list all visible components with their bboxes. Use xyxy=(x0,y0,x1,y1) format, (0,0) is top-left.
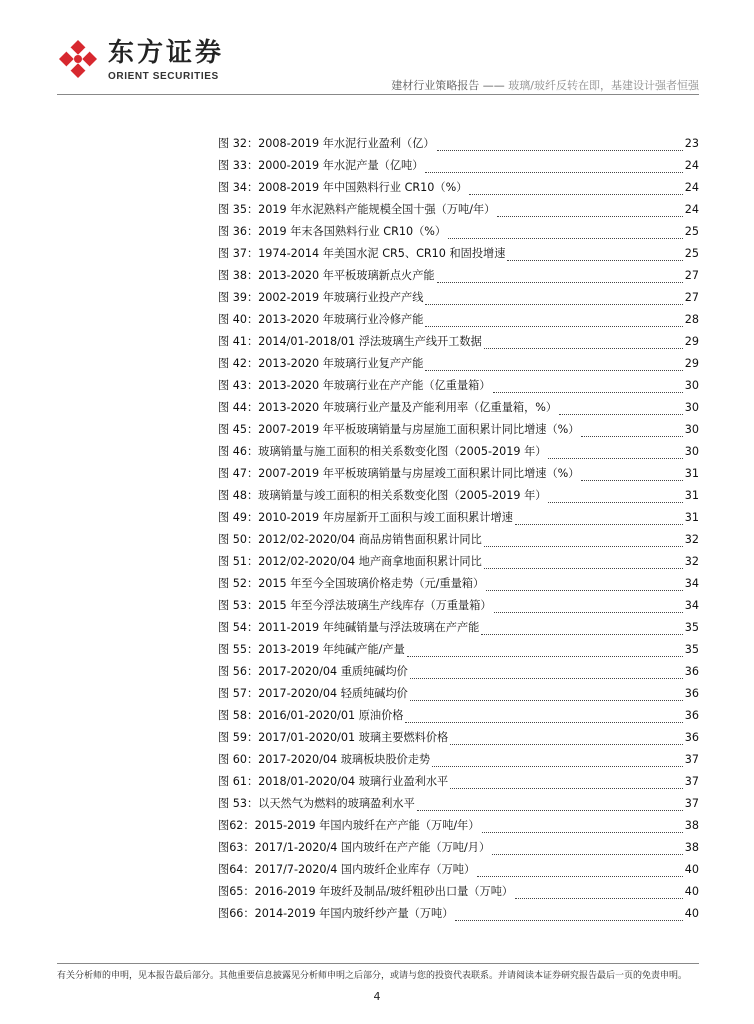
toc-entry[interactable] xyxy=(218,155,699,177)
toc-entry-page: 40 xyxy=(684,907,699,920)
logo-english-name: ORIENT SECURITIES xyxy=(108,71,219,82)
footer-disclaimer: 有关分析师的申明，见本报告最后部分。其他重要信息披露见分析师申明之后部分，或请与您的投资代表联系。并请阅读本证券研究报告最后一页的免责申明。 xyxy=(57,971,688,981)
toc-leader-dots xyxy=(515,889,683,899)
toc-entry-page: 24 xyxy=(684,203,699,216)
toc-entry-page: 30 xyxy=(684,379,699,392)
toc-entry[interactable] xyxy=(218,265,699,287)
toc-entry[interactable] xyxy=(218,507,699,529)
toc-entry-page: 24 xyxy=(684,181,699,194)
toc-entry[interactable] xyxy=(218,419,699,441)
toc-entry-label: 图 39：2002-2019 年玻璃行业投产产线 xyxy=(218,291,424,304)
toc-entry-page: 30 xyxy=(684,423,699,436)
toc-leader-dots xyxy=(484,537,683,547)
toc-entry[interactable] xyxy=(218,243,699,265)
toc-entry-label: 图 60：2017-2020/04 玻璃板块股价走势 xyxy=(218,753,431,766)
toc-entry[interactable] xyxy=(218,859,699,881)
toc-entry-page: 28 xyxy=(684,313,699,326)
toc-entry-label: 图63：2017/1-2020/4 国内玻纤在产产能（万吨/月） xyxy=(218,841,491,854)
toc-leader-dots xyxy=(455,911,682,921)
toc-entry-label: 图 57：2017-2020/04 轻质纯碱均价 xyxy=(218,687,408,700)
toc-entry-label: 图 40：2013-2020 年玻璃行业冷修产能 xyxy=(218,313,424,326)
toc-entry-page: 38 xyxy=(684,841,699,854)
toc-entry-label: 图62：2015-2019 年国内玻纤在产产能（万吨/年） xyxy=(218,819,480,832)
toc-entry[interactable] xyxy=(218,573,699,595)
report-title xyxy=(391,77,699,93)
report-title-main: 建材行业策略报告 xyxy=(391,79,480,92)
toc-entry[interactable] xyxy=(218,881,699,903)
toc-leader-dots xyxy=(410,691,683,701)
toc-entry[interactable] xyxy=(218,727,699,749)
toc-leader-dots xyxy=(448,229,683,239)
toc-entry[interactable] xyxy=(218,771,699,793)
toc-entry[interactable] xyxy=(218,397,699,419)
toc-leader-dots xyxy=(484,559,683,569)
page-number: 4 xyxy=(373,990,381,1003)
toc-entry-label: 图 58：2016/01-2020/01 原油价格 xyxy=(218,709,404,722)
toc-leader-dots xyxy=(559,405,683,415)
toc-leader-dots xyxy=(437,273,683,283)
toc-entry-label: 图 55：2013-2019 年纯碱产能/产量 xyxy=(218,643,405,656)
figure-list xyxy=(218,133,699,925)
toc-leader-dots xyxy=(507,251,682,261)
toc-leader-dots xyxy=(548,449,682,459)
toc-leader-dots xyxy=(484,339,683,349)
toc-entry[interactable] xyxy=(218,837,699,859)
toc-leader-dots xyxy=(410,669,683,679)
toc-leader-dots xyxy=(497,207,682,217)
toc-entry-label: 图65：2016-2019 年玻纤及制品/玻纤粗砂出口量（万吨） xyxy=(218,885,514,898)
toc-leader-dots xyxy=(450,779,683,789)
toc-leader-dots xyxy=(486,581,683,591)
toc-entry-page: 40 xyxy=(684,885,699,898)
toc-entry-label: 图 51：2012/02-2020/04 地产商拿地面积累计同比 xyxy=(218,555,482,568)
toc-entry[interactable] xyxy=(218,815,699,837)
toc-leader-dots xyxy=(425,317,682,327)
toc-entry-page: 34 xyxy=(684,577,699,590)
toc-entry-page: 27 xyxy=(684,269,699,282)
toc-entry-page: 37 xyxy=(684,775,699,788)
toc-entry-label: 图 49：2010-2019 年房屋新开工面积与竣工面积累计增速 xyxy=(218,511,513,524)
toc-entry-label: 图 53：2015 年至今浮法玻璃生产线库存（万重量箱） xyxy=(218,599,492,612)
toc-entry-label: 图 32：2008-2019 年水泥行业盈利（亿） xyxy=(218,137,435,150)
toc-leader-dots xyxy=(425,361,682,371)
toc-entry-page: 32 xyxy=(684,533,699,546)
toc-entry-label: 图 48：玻璃销量与竣工面积的相关系数变化图（2005-2019 年） xyxy=(218,489,547,502)
toc-entry-page: 34 xyxy=(684,599,699,612)
toc-entry-page: 31 xyxy=(684,489,699,502)
toc-entry-label: 图 45：2007-2019 年平板玻璃销量与房屋施工面积累计同比增速（%） xyxy=(218,423,580,436)
toc-entry-page: 24 xyxy=(684,159,699,172)
toc-leader-dots xyxy=(581,427,682,437)
toc-entry[interactable] xyxy=(218,133,699,155)
toc-leader-dots xyxy=(425,295,682,305)
toc-entry-label: 图 34：2008-2019 年中国熟料行业 CR10（%） xyxy=(218,181,468,194)
toc-leader-dots xyxy=(450,735,683,745)
toc-entry-page: 31 xyxy=(684,511,699,524)
toc-entry-label: 图 59：2017/01-2020/01 玻璃主要燃料价格 xyxy=(218,731,449,744)
toc-entry-page: 29 xyxy=(684,357,699,370)
toc-entry[interactable] xyxy=(218,463,699,485)
toc-entry-label: 图66：2014-2019 年国内玻纤纱产量（万吨） xyxy=(218,907,454,920)
toc-entry-label: 图 42：2013-2020 年玻璃行业复产产能 xyxy=(218,357,424,370)
toc-leader-dots xyxy=(482,823,683,833)
toc-entry-page: 30 xyxy=(684,445,699,458)
toc-leader-dots xyxy=(493,383,683,393)
toc-entry-page: 27 xyxy=(684,291,699,304)
toc-entry-page: 36 xyxy=(684,709,699,722)
toc-entry-label: 图 46：玻璃销量与施工面积的相关系数变化图（2005-2019 年） xyxy=(218,445,547,458)
toc-entry[interactable] xyxy=(218,353,699,375)
toc-entry-label: 图 43：2013-2020 年玻璃行业在产产能（亿重量箱） xyxy=(218,379,491,392)
toc-entry[interactable] xyxy=(218,177,699,199)
toc-entry-page: 37 xyxy=(684,753,699,766)
toc-entry[interactable] xyxy=(218,551,699,573)
toc-leader-dots xyxy=(515,515,683,525)
toc-leader-dots xyxy=(469,185,682,195)
toc-leader-dots xyxy=(405,713,682,723)
toc-entry-page: 38 xyxy=(684,819,699,832)
toc-entry[interactable] xyxy=(218,309,699,331)
orient-securities-logo-icon xyxy=(57,38,99,80)
toc-entry-label: 图64：2017/7-2020/4 国内玻纤企业库存（万吨） xyxy=(218,863,476,876)
toc-entry-label: 图 50：2012/02-2020/04 商品房销售面积累计同比 xyxy=(218,533,482,546)
toc-entry[interactable] xyxy=(218,617,699,639)
page-header xyxy=(0,0,754,100)
toc-entry-page: 36 xyxy=(684,731,699,744)
header-divider xyxy=(57,94,699,95)
toc-entry-label: 图 56：2017-2020/04 重质纯碱均价 xyxy=(218,665,408,678)
report-subtitle: 玻璃/玻纤反转在即，基建设计强者恒强 xyxy=(508,79,699,92)
toc-entry-label: 图 44：2013-2020 年玻璃行业产量及产能利用率（亿重量箱，%） xyxy=(218,401,558,414)
toc-entry[interactable] xyxy=(218,683,699,705)
toc-leader-dots xyxy=(481,625,682,635)
toc-entry-label: 图 54：2011-2019 年纯碱销量与浮法玻璃在产产能 xyxy=(218,621,480,634)
toc-entry[interactable] xyxy=(218,375,699,397)
toc-entry-label: 图 37：1974-2014 年美国水泥 CR5、CR10 和固投增速 xyxy=(218,247,506,260)
toc-entry[interactable] xyxy=(218,749,699,771)
toc-entry-page: 35 xyxy=(684,621,699,634)
toc-entry[interactable] xyxy=(218,441,699,463)
toc-entry-page: 29 xyxy=(684,335,699,348)
toc-leader-dots xyxy=(417,801,683,811)
toc-entry-page: 36 xyxy=(684,687,699,700)
toc-entry-page: 25 xyxy=(684,225,699,238)
toc-entry-label: 图 36：2019 年末各国熟料行业 CR10（%） xyxy=(218,225,447,238)
toc-entry[interactable] xyxy=(218,705,699,727)
toc-entry[interactable] xyxy=(218,199,699,221)
toc-leader-dots xyxy=(432,757,683,767)
report-title-separator: —— xyxy=(482,79,505,92)
toc-entry-page: 36 xyxy=(684,665,699,678)
toc-entry[interactable] xyxy=(218,331,699,353)
toc-entry-page: 32 xyxy=(684,555,699,568)
toc-entry[interactable] xyxy=(218,661,699,683)
toc-entry-page: 25 xyxy=(684,247,699,260)
toc-entry-label: 图 35：2019 年水泥熟料产能规模全国十强（万吨/年） xyxy=(218,203,496,216)
toc-leader-dots xyxy=(477,867,683,877)
toc-leader-dots xyxy=(581,471,682,481)
toc-entry[interactable] xyxy=(218,903,699,925)
toc-leader-dots xyxy=(548,493,682,503)
toc-entry-label: 图 47：2007-2019 年平板玻璃销量与房屋竣工面积累计同比增速（%） xyxy=(218,467,580,480)
toc-entry-label: 图 53：以天然气为燃料的玻璃盈利水平 xyxy=(218,797,415,810)
toc-leader-dots xyxy=(407,647,683,657)
toc-leader-dots xyxy=(425,163,682,173)
toc-entry[interactable] xyxy=(218,485,699,507)
logo-chinese-name: 东方证券 xyxy=(108,38,225,68)
toc-entry[interactable] xyxy=(218,221,699,243)
toc-entry-page: 23 xyxy=(684,137,699,150)
toc-entry-label: 图 52：2015 年至今全国玻璃价格走势（元/重量箱） xyxy=(218,577,485,590)
toc-entry-page: 37 xyxy=(684,797,699,810)
toc-entry[interactable] xyxy=(218,529,699,551)
toc-leader-dots xyxy=(492,845,683,855)
toc-entry-page: 40 xyxy=(684,863,699,876)
toc-entry-page: 30 xyxy=(684,401,699,414)
toc-entry-label: 图 33：2000-2019 年水泥产量（亿吨） xyxy=(218,159,424,172)
footer-divider xyxy=(57,963,699,964)
toc-entry-label: 图 38：2013-2020 年平板玻璃新点火产能 xyxy=(218,269,435,282)
toc-entry[interactable] xyxy=(218,639,699,661)
toc-entry-label: 图 41：2014/01-2018/01 浮法玻璃生产线开工数据 xyxy=(218,335,482,348)
toc-leader-dots xyxy=(494,603,683,613)
toc-entry[interactable] xyxy=(218,287,699,309)
toc-entry[interactable] xyxy=(218,793,699,815)
toc-entry-page: 31 xyxy=(684,467,699,480)
toc-leader-dots xyxy=(437,141,683,151)
toc-entry-page: 35 xyxy=(684,643,699,656)
toc-entry[interactable] xyxy=(218,595,699,617)
toc-entry-label: 图 61：2018/01-2020/04 玻璃行业盈利水平 xyxy=(218,775,449,788)
